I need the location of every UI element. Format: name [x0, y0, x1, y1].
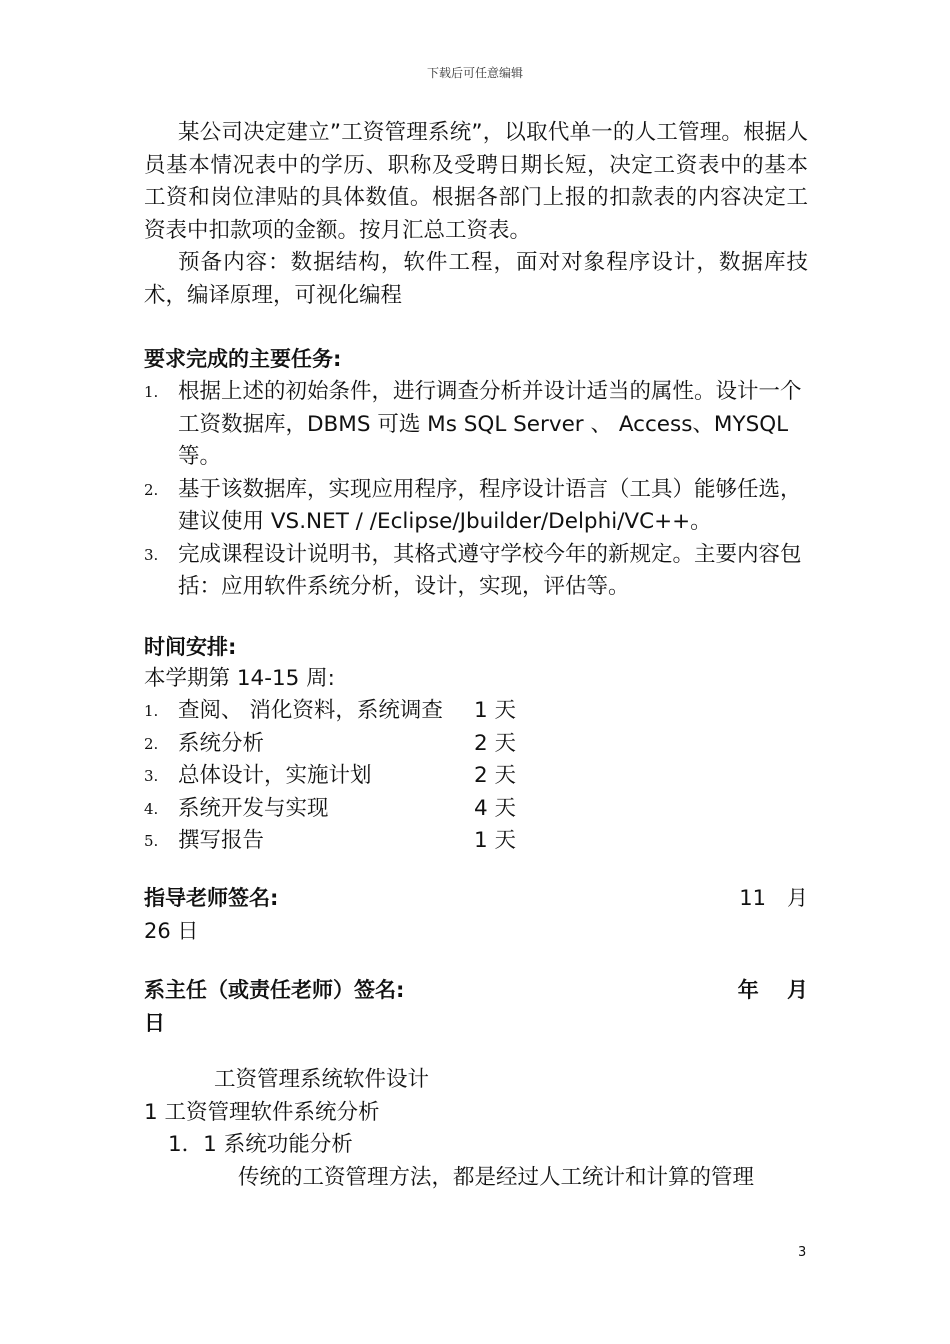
advisor-signature-label: 指导老师签名:: [144, 886, 279, 910]
list-item: [144, 539, 808, 604]
schedule-days: 1 天: [474, 828, 517, 853]
list-text: 基于该数据库，实现应用程序，程序设计语言（工具）能够任选，建议使用 VS.NET / /Eclipse/Jbuilder/Delphi/VC++。: [178, 476, 802, 534]
page-number: 3: [798, 1245, 807, 1260]
advisor-date-month: 11 月: [739, 886, 808, 910]
schedule-task: 系统分析: [178, 730, 265, 756]
list-item: [144, 474, 808, 539]
schedule-task: 总体设计，实施计划: [178, 763, 372, 788]
schedule-days: 1 天: [474, 698, 517, 723]
advisor-date-day: 26 日: [144, 918, 199, 943]
schedule-number: 2.: [144, 734, 159, 753]
schedule-heading-block: [144, 631, 808, 696]
schedule-task: 查阅、 消化资料，系统调查: [178, 698, 443, 723]
tasks-list: [144, 376, 808, 604]
schedule-list: [144, 695, 808, 858]
schedule-days: 2 天: [474, 763, 517, 788]
list-number: 2.: [144, 480, 159, 499]
schedule-subtitle: 本学期第 14-15 周:: [144, 666, 335, 691]
director-signature-label: 系主任（或责任老师）签名:: [144, 978, 405, 1002]
intro-paragraph-2: 预备内容：数据结构，软件工程，面对对象程序设计，数据库技术，编译原理，可视化编程: [144, 250, 808, 308]
schedule-task: 撰写报告: [178, 828, 265, 853]
schedule-number: 5.: [144, 832, 159, 850]
schedule-number: 3.: [144, 767, 159, 785]
list-item: [144, 376, 808, 474]
schedule-row: [144, 825, 808, 858]
schedule-task: 系统开发与实现: [178, 795, 329, 821]
tasks-heading: 要求完成的主要任务:: [144, 347, 342, 371]
doc-title: 工资管理系统软件设计: [214, 1067, 430, 1092]
director-date-day: 日: [144, 1010, 165, 1035]
advisor-signature: [144, 882, 808, 947]
section-body: 传统的工资管理方法，都是经过人工统计和计算的管理: [238, 1164, 755, 1190]
page-header: 下载后可任意编辑: [426, 66, 523, 80]
schedule-row: [144, 760, 808, 793]
schedule-heading: 时间安排:: [144, 635, 237, 659]
schedule-row: [144, 793, 808, 826]
section-start: [144, 1064, 808, 1194]
list-number: 1.: [144, 383, 159, 401]
director-signature: [144, 974, 808, 1039]
director-date-month: 年 月: [737, 978, 808, 1002]
section-heading-1: 1 工资管理软件系统分析: [144, 1099, 380, 1125]
schedule-number: 4.: [144, 799, 159, 818]
intro-paragraph-1: 某公司决定建立”工资管理系统”，以取代单一的人工管理。根据人员基本情况表中的学历、职称及受聘日期长短，决定工资表中的基本工资和岗位津贴的具体数值。根据各部门上报的扣款表的内容决定工资表中扣款项的金额。按月汇总工资表。: [144, 120, 808, 243]
intro-section: [144, 117, 808, 312]
schedule-days: 4 天: [474, 795, 517, 821]
list-text: 根据上述的初始条件，进行调查分析并设计适当的属性。设计一个工资数据库，DBMS 可选 Ms SQL Server 、 Access、MYSQL 等。: [178, 379, 802, 469]
schedule-days: 2 天: [474, 730, 517, 756]
section-heading-1-1: 1．1 系统功能分析: [168, 1132, 353, 1157]
list-number: 3.: [144, 545, 159, 564]
list-text: 完成课程设计说明书，其格式遵守学校今年的新规定。主要内容包括：应用软件系统分析，设计，实现，评估等。: [178, 541, 802, 599]
schedule-row: [144, 695, 808, 728]
tasks-heading-block: [144, 343, 808, 375]
schedule-number: 1.: [144, 702, 159, 720]
schedule-row: [144, 728, 808, 761]
